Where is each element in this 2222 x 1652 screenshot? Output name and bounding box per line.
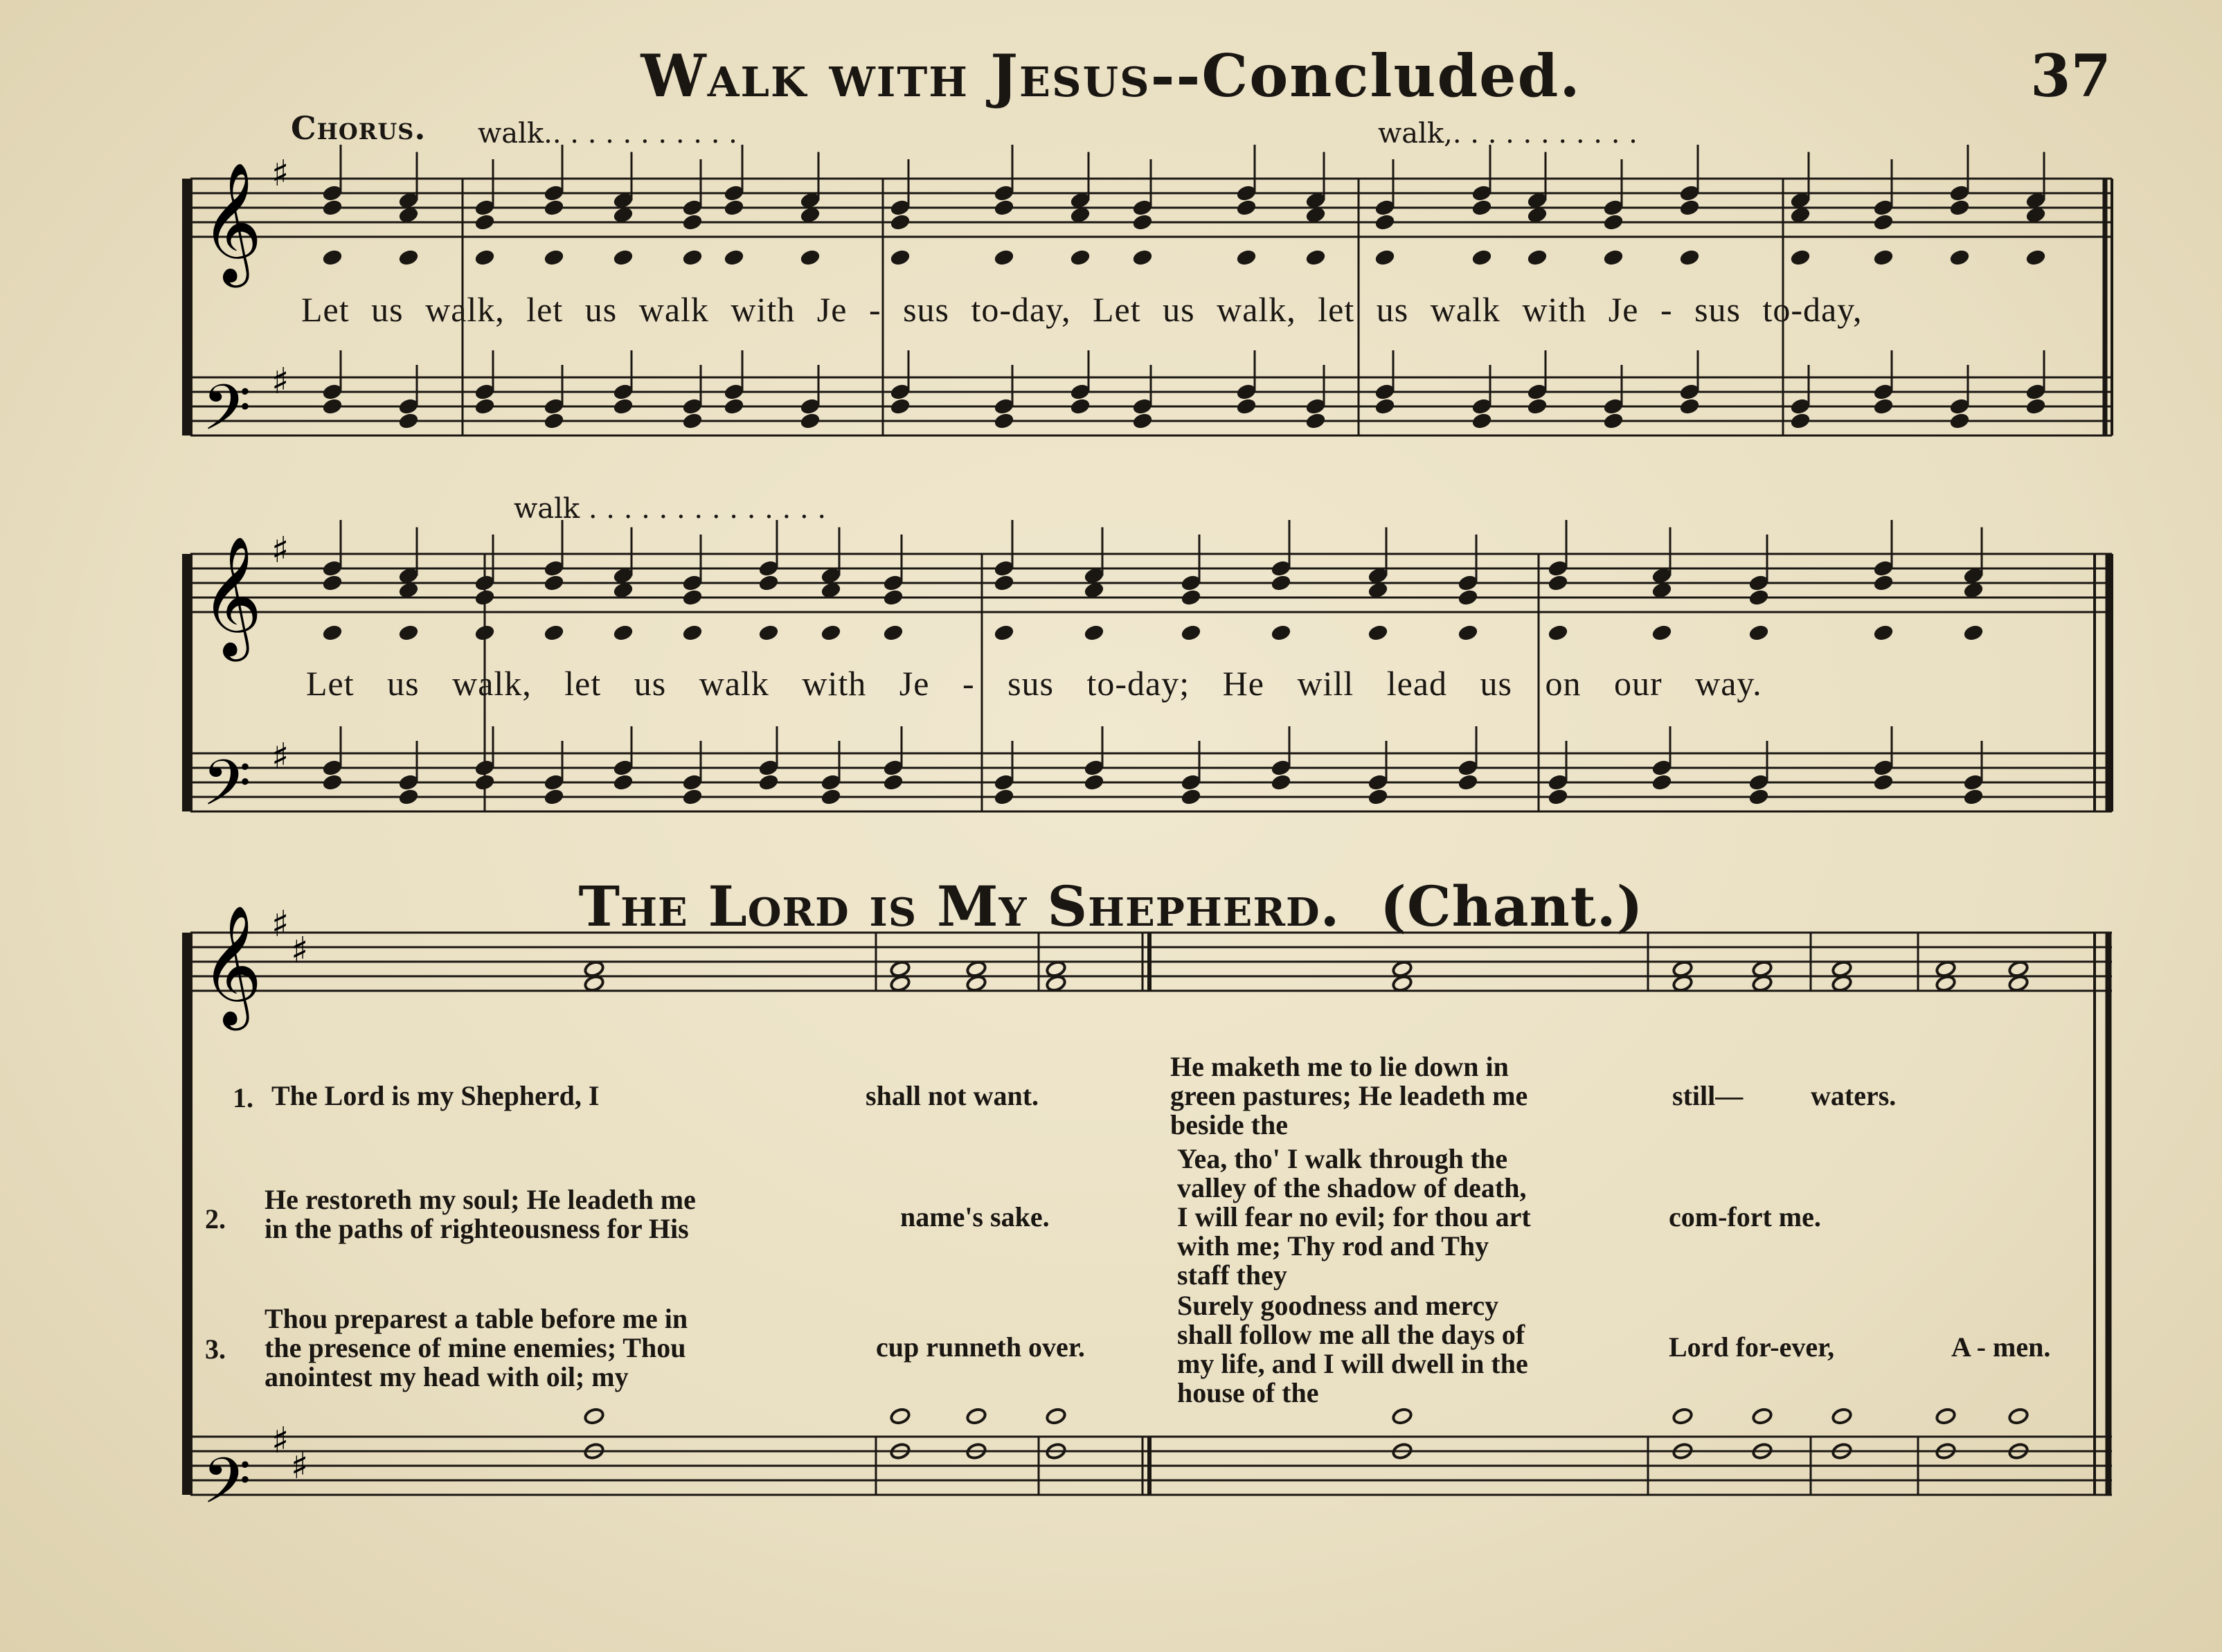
note-head bbox=[1831, 1408, 1853, 1426]
note-head bbox=[800, 249, 821, 267]
note-head bbox=[1132, 213, 1154, 231]
note-head bbox=[883, 773, 904, 791]
note-head bbox=[1935, 1408, 1957, 1426]
note-head bbox=[474, 213, 496, 231]
sharp-icon: ♯ bbox=[271, 736, 289, 778]
note-head bbox=[724, 199, 745, 217]
note-head bbox=[1949, 249, 1971, 267]
note-head bbox=[890, 249, 911, 267]
hymn-title: Walk with Jesus--Concluded. bbox=[640, 42, 1582, 110]
note-head bbox=[544, 199, 565, 217]
note-head bbox=[1873, 574, 1894, 592]
note-head bbox=[544, 249, 565, 267]
note-head bbox=[1458, 624, 1479, 642]
verse-text: shall not want. bbox=[866, 1080, 1039, 1111]
page-number: 37 bbox=[2030, 42, 2111, 110]
note-head bbox=[1392, 1408, 1413, 1426]
note-head bbox=[2025, 397, 2047, 415]
note-head bbox=[821, 624, 842, 642]
note-head bbox=[1873, 249, 1894, 267]
verse-text: Lord for-ever, bbox=[1669, 1331, 1835, 1363]
note-head bbox=[1873, 213, 1894, 231]
verse-text: A - men. bbox=[1951, 1331, 2051, 1363]
note-head bbox=[613, 249, 634, 267]
note-head bbox=[474, 249, 496, 267]
walk-annotation: walk,. . . . . . . . . . . bbox=[1378, 118, 1638, 150]
treble-clef-icon: 𝄞 bbox=[201, 536, 262, 656]
sharp-icon: ♯ bbox=[271, 153, 289, 195]
note-head bbox=[994, 574, 1015, 592]
note-head bbox=[1963, 624, 1984, 642]
verse-text: waters. bbox=[1811, 1080, 1897, 1111]
note-head bbox=[994, 412, 1015, 430]
sharp-icon: ♯ bbox=[271, 904, 289, 945]
note-head bbox=[821, 788, 842, 806]
note-head bbox=[1368, 624, 1389, 642]
note-head bbox=[1181, 788, 1202, 806]
note-head bbox=[1236, 397, 1257, 415]
note-head bbox=[758, 574, 780, 592]
note-head bbox=[1949, 199, 1971, 217]
note-head bbox=[613, 624, 634, 642]
note-head bbox=[682, 249, 704, 267]
verse-text: cup runneth over. bbox=[876, 1331, 1085, 1363]
note-head bbox=[474, 589, 496, 607]
note-head bbox=[890, 213, 911, 231]
note-head bbox=[544, 624, 565, 642]
note-head bbox=[1603, 412, 1624, 430]
lyrics-line: Let us walk, let us walk with Je - sus to-day, Let us walk, let us walk with Je - sus to-day, bbox=[301, 290, 1863, 329]
note-head bbox=[1548, 788, 1569, 806]
note-head bbox=[1271, 773, 1292, 791]
note-head bbox=[398, 788, 420, 806]
note-head bbox=[682, 213, 704, 231]
verse-text: still— bbox=[1672, 1080, 1744, 1111]
note-head bbox=[1790, 412, 1811, 430]
verse-number: 1. bbox=[233, 1082, 253, 1113]
note-head bbox=[613, 773, 634, 791]
note-head bbox=[544, 412, 565, 430]
note-head bbox=[1181, 589, 1202, 607]
note-head bbox=[1679, 249, 1701, 267]
verse-text: com-fort me. bbox=[1669, 1201, 1821, 1232]
note-head bbox=[1679, 199, 1701, 217]
note-head bbox=[1305, 249, 1327, 267]
note-head bbox=[724, 397, 745, 415]
lyrics-line: Let us walk, let us walk with Je - sus to-day; He will lead us on our way. bbox=[306, 664, 1762, 703]
note-head bbox=[1046, 1408, 1067, 1426]
note-head bbox=[1084, 624, 1105, 642]
note-head bbox=[682, 788, 704, 806]
note-head bbox=[994, 624, 1015, 642]
note-head bbox=[1873, 397, 1894, 415]
note-head bbox=[1374, 249, 1396, 267]
note-head bbox=[2008, 1408, 2030, 1426]
note-head bbox=[758, 624, 780, 642]
note-head bbox=[800, 412, 821, 430]
note-head bbox=[1368, 788, 1389, 806]
treble-clef-icon: 𝄞 bbox=[201, 162, 262, 282]
note-head bbox=[1271, 624, 1292, 642]
note-head bbox=[1963, 788, 1984, 806]
note-head bbox=[1374, 213, 1396, 231]
note-head bbox=[322, 397, 343, 415]
note-head bbox=[1527, 397, 1548, 415]
note-head bbox=[994, 788, 1015, 806]
note-head bbox=[1548, 624, 1569, 642]
note-head bbox=[1236, 249, 1257, 267]
note-head bbox=[724, 249, 745, 267]
note-head bbox=[1181, 624, 1202, 642]
note-head bbox=[544, 788, 565, 806]
note-head bbox=[758, 773, 780, 791]
note-head bbox=[474, 624, 496, 642]
sharp-icon: ♯ bbox=[271, 361, 289, 402]
verse-text: Surely goodness and mercy shall follow me all the days of my life, and I will dwell in the house of the bbox=[1177, 1290, 1528, 1408]
note-head bbox=[322, 574, 343, 592]
note-head bbox=[1672, 1408, 1694, 1426]
note-head bbox=[883, 589, 904, 607]
verse-text: name's sake. bbox=[900, 1201, 1050, 1232]
bass-clef-icon: 𝄢 bbox=[202, 746, 251, 835]
verse-text: He maketh me to lie down in green pastures; He leadeth me beside the bbox=[1170, 1051, 1528, 1140]
note-head bbox=[474, 773, 496, 791]
note-head bbox=[682, 589, 704, 607]
chant-title: The Lord is My Shepherd. (Chant.) bbox=[578, 874, 1644, 939]
sharp-icon: ♯ bbox=[291, 1446, 309, 1487]
note-head bbox=[1458, 589, 1479, 607]
note-head bbox=[682, 412, 704, 430]
note-head bbox=[1748, 589, 1770, 607]
bass-clef-icon: 𝄢 bbox=[202, 1444, 251, 1533]
sharp-icon: ♯ bbox=[271, 1420, 289, 1462]
note-head bbox=[1651, 624, 1673, 642]
note-head bbox=[1132, 249, 1154, 267]
verse-text: He restoreth my soul; He leadeth me in the paths of righteousness for His bbox=[265, 1184, 696, 1244]
note-head bbox=[1070, 397, 1091, 415]
verse-number: 3. bbox=[205, 1334, 226, 1365]
note-head bbox=[1873, 773, 1894, 791]
note-head bbox=[890, 1408, 911, 1426]
verse-text: The Lord is my Shepherd, I bbox=[271, 1080, 600, 1111]
note-head bbox=[2025, 249, 2047, 267]
bass-clef-icon: 𝄢 bbox=[202, 371, 251, 460]
note-head bbox=[994, 249, 1015, 267]
note-head bbox=[1305, 412, 1327, 430]
note-head bbox=[1603, 249, 1624, 267]
walk-annotation: walk.. . . . . . . . . . . bbox=[478, 118, 737, 150]
note-head bbox=[613, 397, 634, 415]
note-head bbox=[584, 1408, 605, 1426]
treble-clef-icon: 𝄞 bbox=[201, 905, 262, 1025]
note-head bbox=[1084, 773, 1105, 791]
note-head bbox=[890, 397, 911, 415]
note-head bbox=[966, 1408, 987, 1426]
note-head bbox=[1949, 412, 1971, 430]
note-head bbox=[322, 199, 343, 217]
note-head bbox=[1873, 624, 1894, 642]
verse-number: 2. bbox=[205, 1203, 226, 1234]
sharp-icon: ♯ bbox=[271, 530, 289, 571]
note-head bbox=[1603, 213, 1624, 231]
note-head bbox=[398, 249, 420, 267]
note-head bbox=[1471, 412, 1493, 430]
note-head bbox=[322, 249, 343, 267]
note-head bbox=[883, 624, 904, 642]
note-head bbox=[474, 397, 496, 415]
chorus-label: Chorus. bbox=[291, 109, 427, 147]
note-head bbox=[994, 199, 1015, 217]
note-head bbox=[1651, 773, 1673, 791]
note-head bbox=[322, 773, 343, 791]
verse-text: Thou preparest a table before me in the presence of mine enemies; Thou anointest my head with oil; my bbox=[265, 1303, 688, 1392]
note-head bbox=[1471, 199, 1493, 217]
note-head bbox=[1374, 397, 1396, 415]
note-head bbox=[1527, 249, 1548, 267]
note-head bbox=[1236, 199, 1257, 217]
note-head bbox=[1748, 624, 1770, 642]
note-head bbox=[1748, 788, 1770, 806]
verse-text: Yea, tho' I walk through the valley of the shadow of death, I will fear no evil; for thou art with me; Thy rod and Thy staff they bbox=[1177, 1143, 1531, 1291]
note-head bbox=[398, 412, 420, 430]
note-head bbox=[398, 624, 420, 642]
note-head bbox=[1132, 412, 1154, 430]
note-head bbox=[1752, 1408, 1773, 1426]
note-head bbox=[1471, 249, 1493, 267]
note-head bbox=[1679, 397, 1701, 415]
note-head bbox=[544, 574, 565, 592]
note-head bbox=[1070, 249, 1091, 267]
note-head bbox=[1548, 574, 1569, 592]
note-head bbox=[1790, 249, 1811, 267]
sharp-icon: ♯ bbox=[291, 930, 309, 971]
note-head bbox=[1458, 773, 1479, 791]
note-head bbox=[1271, 574, 1292, 592]
note-head bbox=[682, 624, 704, 642]
walk-annotation: walk . . . . . . . . . . . . . . bbox=[514, 493, 827, 525]
note-head bbox=[322, 624, 343, 642]
